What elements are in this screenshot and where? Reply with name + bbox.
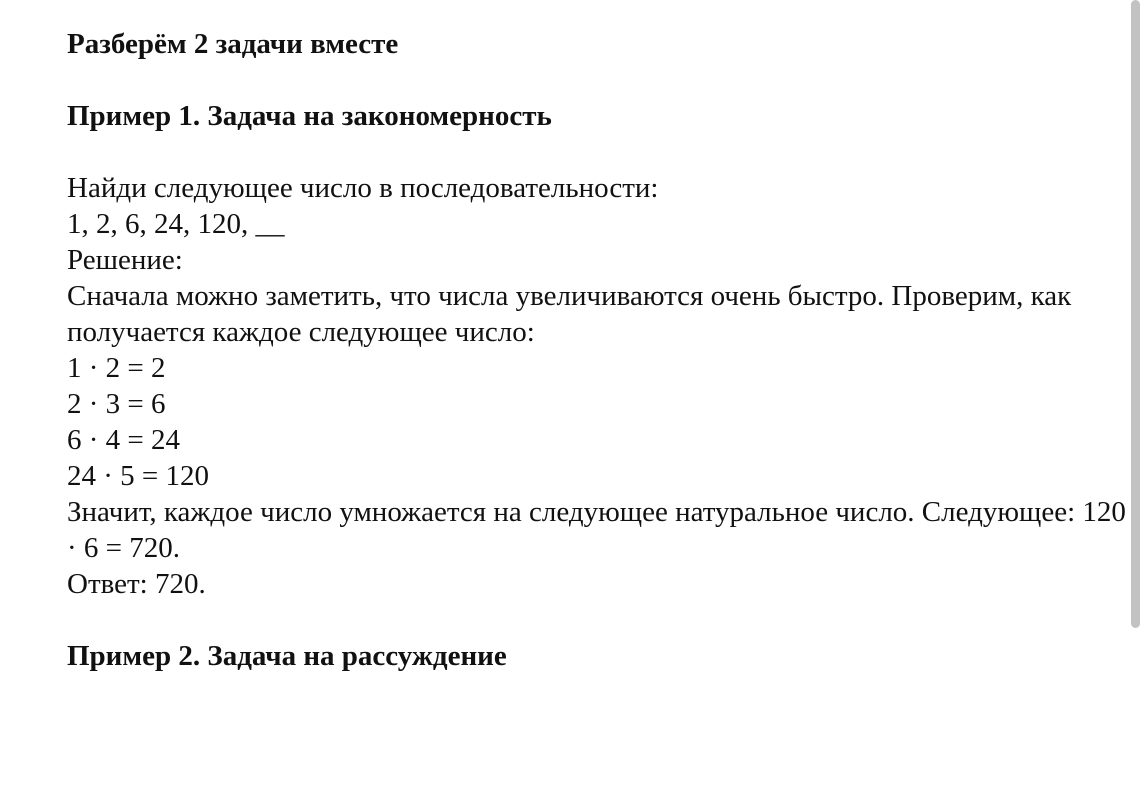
answer: Ответ: 720.: [67, 568, 206, 600]
page-title: Разберём 2 задачи вместе: [67, 28, 399, 60]
calculation-step: 2 · 3 = 6: [67, 388, 166, 420]
calculation-step: 24 · 5 = 120: [67, 460, 210, 492]
conclusion-line: · 6 = 720.: [67, 532, 181, 564]
document-body: [67, 26, 1127, 674]
spacer: [67, 134, 1127, 170]
task-text: Найди следующее число в последовательности:: [67, 172, 659, 204]
solution-label: Решение:: [67, 244, 183, 276]
calculation-step: 1 · 2 = 2: [67, 352, 166, 384]
spacer: [67, 602, 1127, 638]
solution-text-line: получается каждое следующее число:: [67, 316, 535, 348]
example-2-heading: Пример 2. Задача на рассуждение: [67, 640, 507, 672]
vertical-scrollbar[interactable]: [1131, 0, 1140, 628]
spacer: [67, 62, 1127, 98]
calculation-step: 6 · 4 = 24: [67, 424, 181, 456]
sequence: 1, 2, 6, 24, 120, __: [67, 208, 285, 240]
example-1-heading: Пример 1. Задача на закономерность: [67, 100, 552, 132]
conclusion-line: Значит, каждое число умножается на следующее натуральное число. Следующее: 120: [67, 496, 1126, 528]
solution-text-line: Сначала можно заметить, что числа увеличиваются очень быстро. Проверим, как: [67, 280, 1072, 312]
